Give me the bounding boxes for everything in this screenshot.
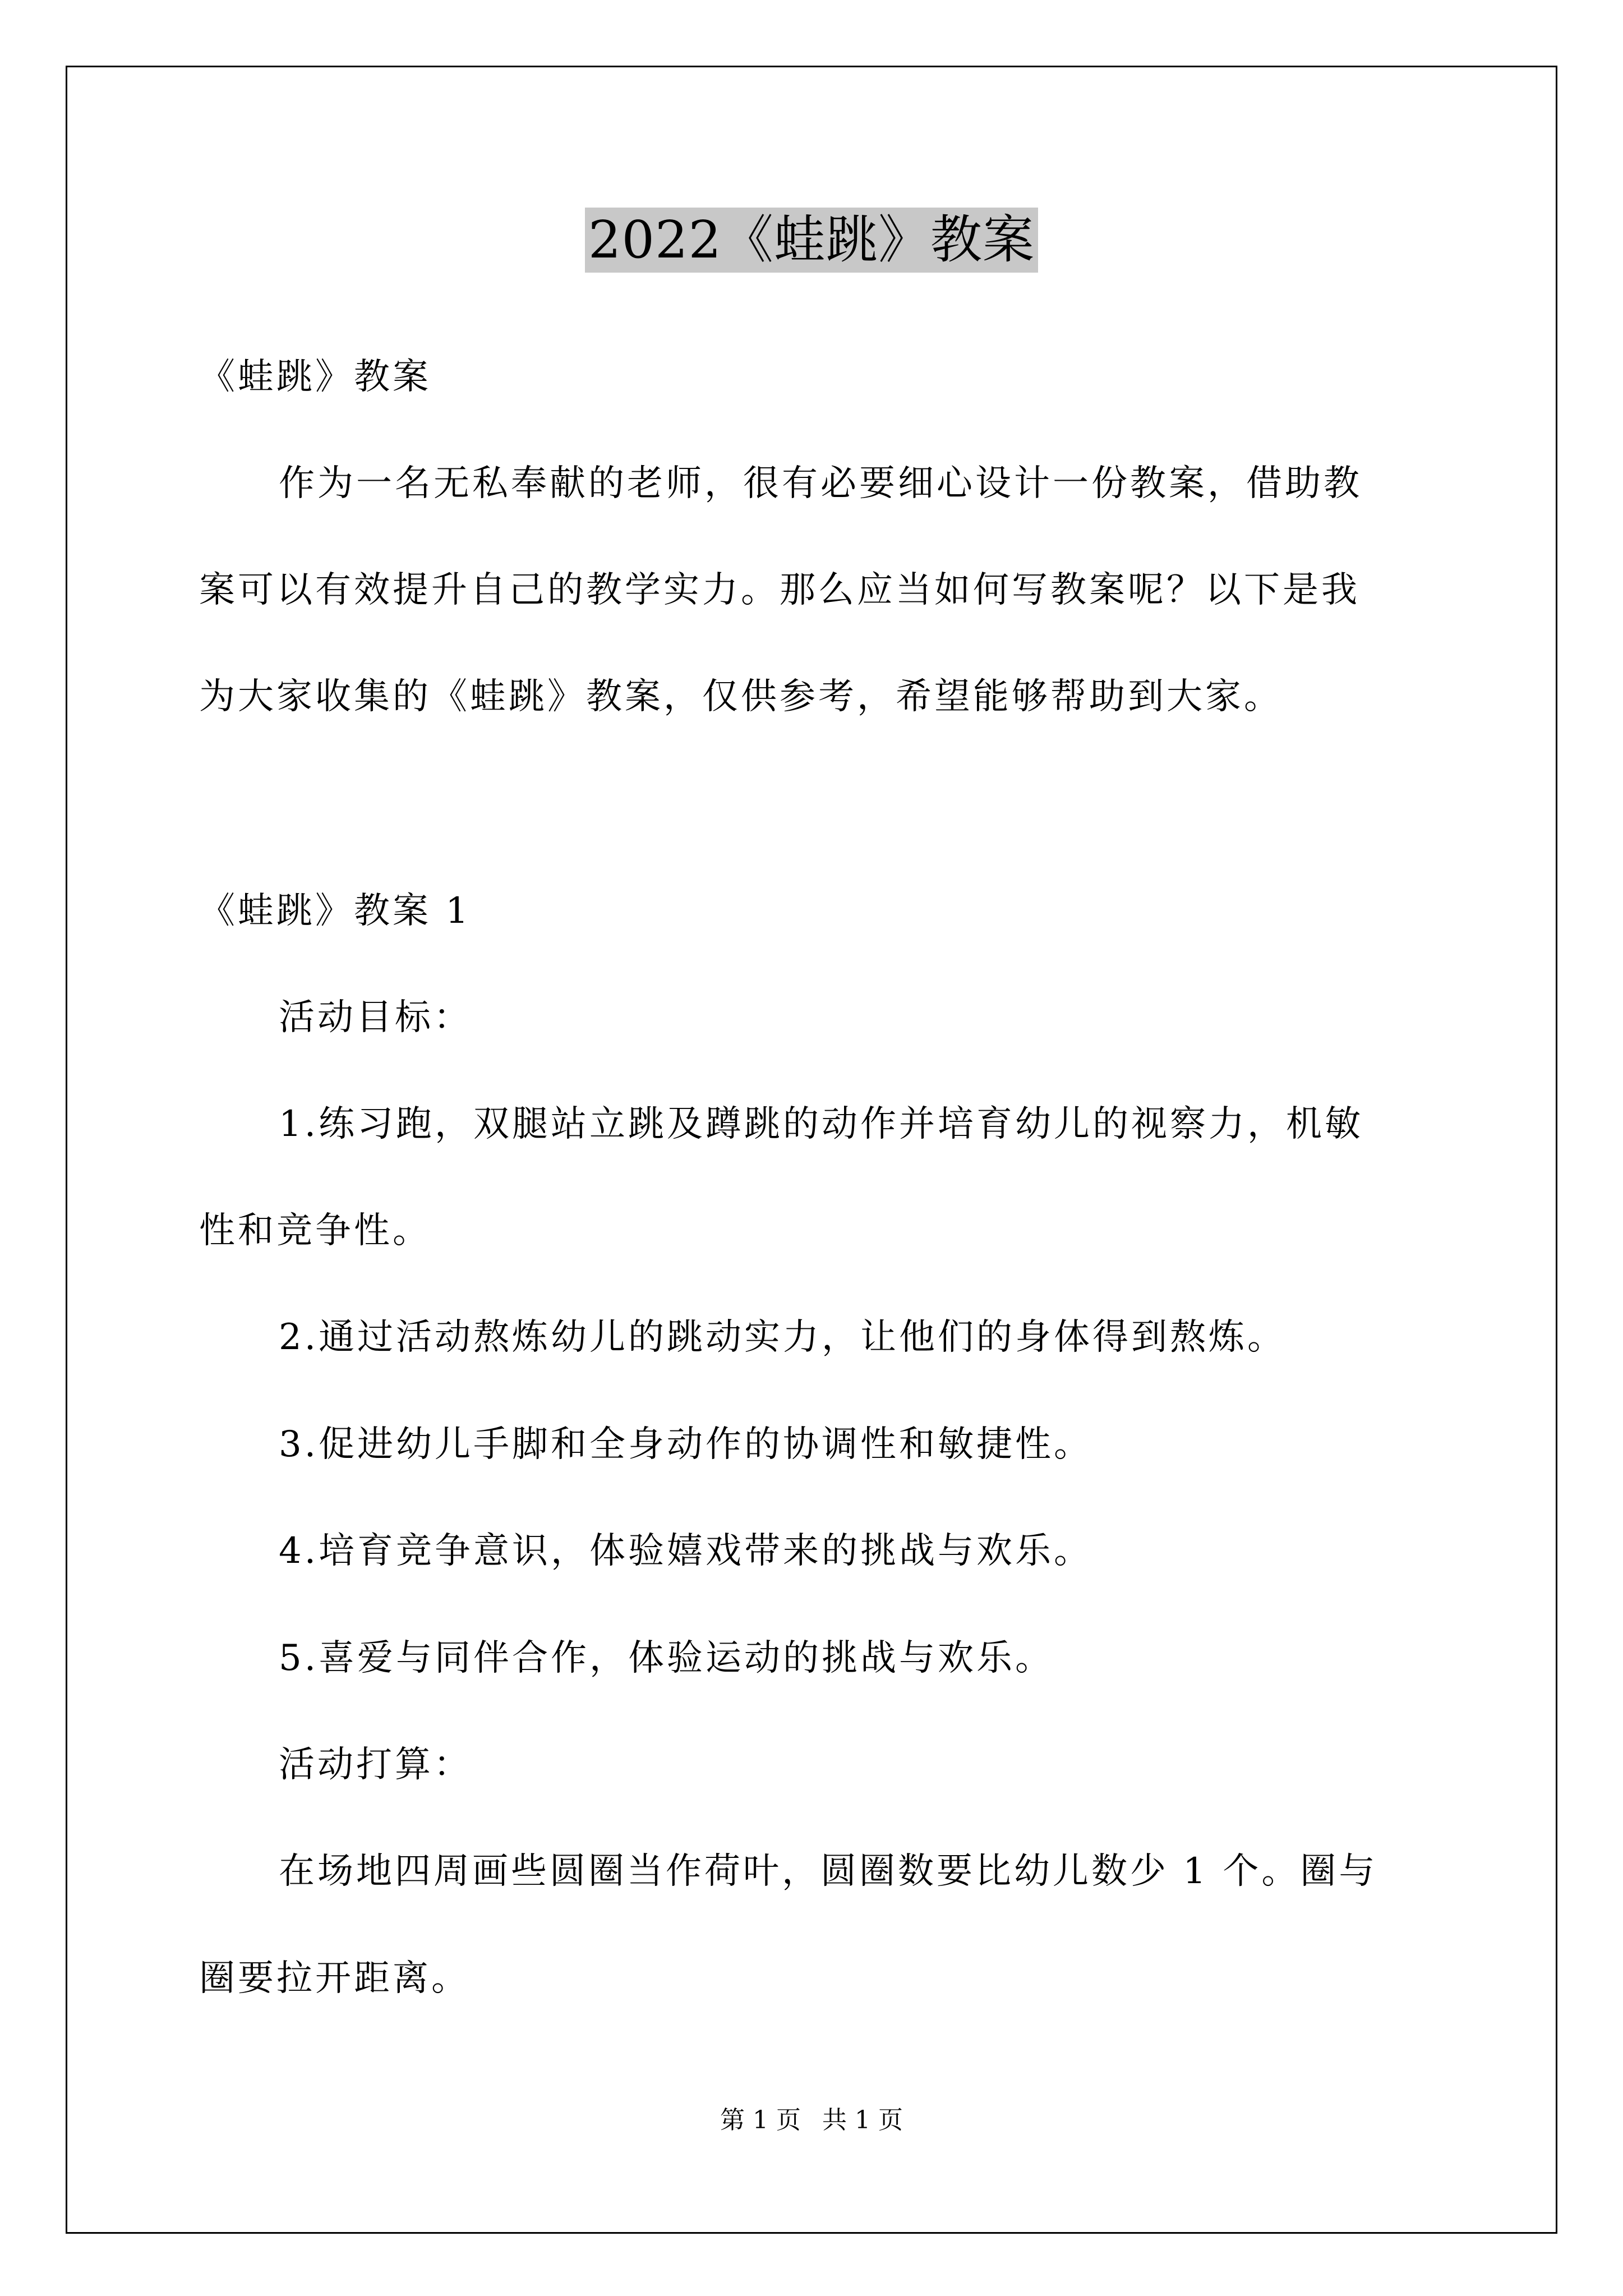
subtitle: 《蛙跳》教案 <box>199 356 431 398</box>
intro-line: 为大家收集的《蛙跳》教案，仅供参考，希望能够帮助到大家。 <box>199 676 1283 717</box>
page-number: 第 1 页 <box>720 2106 801 2134</box>
goal-line: 1.练习跑，双腿站立跳及蹲跳的动作并培育幼儿的视察力，机敏 <box>279 1103 1364 1145</box>
goal-line: 性和竞争性。 <box>199 1210 431 1251</box>
prep-line: 在场地四周画些圆圈当作荷叶，圆圈数要比幼儿数少 1 个。圈与 <box>279 1851 1378 1892</box>
document-title: 2022《蛙跳》教案 <box>585 208 1038 273</box>
page-footer <box>0 2105 1623 2136</box>
title-container <box>0 208 1623 273</box>
goal-line: 4.培育竞争意识，体验嬉戏带来的挑战与欢乐。 <box>279 1530 1093 1572</box>
prep-line: 圈要拉开距离。 <box>199 1958 470 1999</box>
section-heading: 《蛙跳》教案 1 <box>199 890 472 932</box>
prep-heading: 活动打算： <box>279 1744 472 1786</box>
goal-line: 5.喜爱与同伴合作，体验运动的挑战与欢乐。 <box>279 1637 1054 1679</box>
page-total: 共 1 页 <box>822 2106 903 2134</box>
goal-line: 3.促进幼儿手脚和全身动作的协调性和敏捷性。 <box>279 1424 1093 1465</box>
goals-heading: 活动目标： <box>279 997 472 1038</box>
intro-line: 案可以有效提升自己的教学实力。那么应当如何写教案呢？以下是我 <box>199 569 1360 611</box>
goal-line: 2.通过活动熬炼幼儿的跳动实力，让他们的身体得到熬炼。 <box>279 1317 1287 1358</box>
intro-line: 作为一名无私奉献的老师，很有必要细心设计一份教案，借助教 <box>279 463 1362 504</box>
